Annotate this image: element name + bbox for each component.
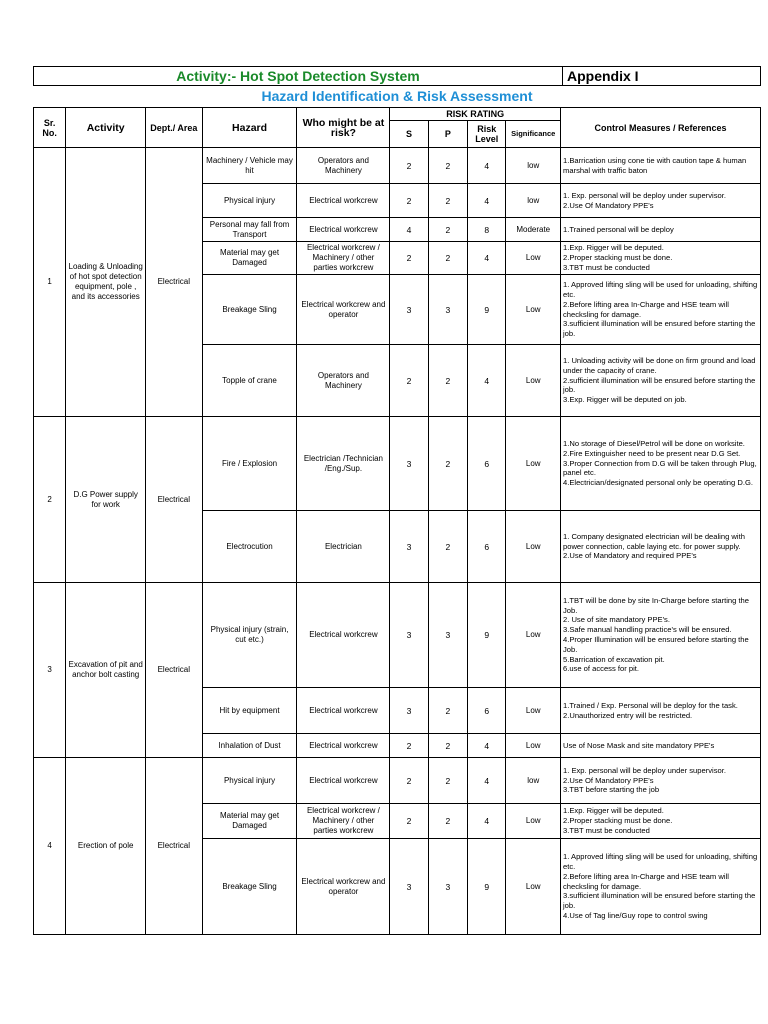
who-at-risk-cell: Electrical workcrew [297,184,390,218]
control-measures-cell [561,417,761,511]
col-hazard: Hazard [202,108,297,148]
risk-level-cell: 4 [468,242,506,275]
severity-cell: 2 [390,758,428,804]
risk-level-cell: 4 [468,184,506,218]
hazard-cell: Breakage Sling [202,275,297,345]
who-at-risk-cell: Electrical workcrew [297,218,390,242]
control-measure-line: 2.Use Of Mandatory PPE's [563,775,654,785]
control-measure-line: 3.TBT must be conducted [563,825,650,835]
risk-level-cell: 4 [468,345,506,417]
hazard-cell: Fire / Explosion [202,417,297,511]
hazard-cell: Breakage Sling [202,839,297,935]
activity-cell: Erection of pole [66,758,146,935]
activity-title: Activity:- Hot Spot Detection System [34,67,563,85]
control-measure-line: 2.Before lifting area In-Charge and HSE team will checksling for damage. [563,871,729,891]
risk-level-cell: 6 [468,417,506,511]
hazard-cell: Hit by equipment [202,688,297,734]
probability-cell: 2 [428,758,467,804]
probability-cell: 2 [428,804,467,839]
severity-cell: 2 [390,242,428,275]
probability-cell: 2 [428,218,467,242]
probability-cell: 3 [428,839,467,935]
col-activity: Activity [66,108,146,148]
who-at-risk-cell: Electrical workcrew / Machinery / other parties workcrew [297,242,390,275]
who-at-risk-cell: Electrical workcrew [297,734,390,758]
col-risk-level: Risk Level [468,121,506,148]
table-header [34,108,761,148]
hazard-cell: Physical injury [202,758,297,804]
risk-level-cell: 6 [468,511,506,583]
dept-cell: Electrical [146,417,203,583]
control-measure-line: 2.Fire Extinguisher need to be present near D.G Set. [563,448,741,458]
control-measure-line: 3.sufficient illumination will be ensured before starting the job. [563,891,756,911]
control-measure-line: 3.TBT before starting the job [563,785,660,795]
control-measures-cell [561,148,761,184]
dept-cell: Electrical [146,583,203,758]
risk-level-cell: 4 [468,758,506,804]
dept-cell: Electrical [146,758,203,935]
control-measure-line: 1.Exp. Rigger will be deputed. [563,806,664,816]
severity-cell: 3 [390,417,428,511]
control-measures-cell [561,583,761,688]
col-sr-no: Sr. No. [34,108,66,148]
hazard-cell: Machinery / Vehicle may hit [202,148,297,184]
probability-cell: 3 [428,583,467,688]
who-at-risk-cell: Electrical workcrew / Machinery / other parties workcrew [297,804,390,839]
control-measure-line: 3.sufficient illumination will be ensured before starting the job. [563,319,756,339]
severity-cell: 3 [390,839,428,935]
control-measures-cell [561,839,761,935]
probability-cell: 2 [428,511,467,583]
significance-cell: Low [506,275,561,345]
control-measure-line: 3.Exp. Rigger will be deputed on job. [563,395,687,405]
dept-cell: Electrical [146,148,203,417]
control-measures-cell [561,758,761,804]
sr-no-cell: 1 [34,148,66,417]
control-measures-cell [561,345,761,417]
control-measure-line: 2. Use of site mandatory PPE's. [563,615,670,625]
hazard-cell: Material may get Damaged [202,804,297,839]
table-body [34,148,761,935]
significance-cell: low [506,148,561,184]
table-row [34,148,761,184]
who-at-risk-cell: Electrical workcrew [297,688,390,734]
who-at-risk-cell: Operators and Machinery [297,148,390,184]
who-at-risk-cell: Operators and Machinery [297,345,390,417]
control-measures-cell [561,688,761,734]
control-measure-line: 4.Use of Tag line/Guy rope to control swing [563,910,708,920]
who-at-risk-cell: Electrician /Technician /Eng./Sup. [297,417,390,511]
control-measures-cell [561,275,761,345]
control-measure-line: 1.Exp. Rigger will be deputed. [563,243,664,253]
table-row [34,583,761,688]
probability-cell: 2 [428,345,467,417]
col-s: S [390,121,428,148]
probability-cell: 2 [428,417,467,511]
control-measure-line: 6.use of access for pit. [563,664,639,674]
significance-cell: Moderate [506,218,561,242]
risk-level-cell: 4 [468,804,506,839]
col-risk-rating: RISK RATING [390,108,561,121]
who-at-risk-cell: Electrical workcrew and operator [297,839,390,935]
sr-no-cell: 3 [34,583,66,758]
risk-level-cell: 6 [468,688,506,734]
hazard-cell: Topple of crane [202,345,297,417]
risk-level-cell: 9 [468,583,506,688]
control-measures-cell [561,242,761,275]
hazard-cell: Physical injury (strain, cut etc.) [202,583,297,688]
control-measures-cell [561,184,761,218]
risk-level-cell: 4 [468,734,506,758]
severity-cell: 2 [390,184,428,218]
control-measure-line: 2.Proper stacking must be done. [563,253,673,263]
control-measure-line: 1. Exp. personal will be deploy under supervisor. [563,765,726,775]
control-measures-cell [561,804,761,839]
severity-cell: 4 [390,218,428,242]
severity-cell: 2 [390,804,428,839]
hazard-cell: Personal may fall from Transport [202,218,297,242]
control-measure-line: 2.sufficient illumination will be ensured before starting the job. [563,375,756,395]
table-row [34,758,761,804]
severity-cell: 3 [390,511,428,583]
control-measure-line: 3.TBT must be conducted [563,262,650,272]
control-measure-line: 1. Exp. personal will be deploy under supervisor. [563,190,726,200]
significance-cell: Low [506,242,561,275]
significance-cell: Low [506,688,561,734]
control-measure-line: Use of Nose Mask and site mandatory PPE's [563,740,715,750]
sr-no-cell: 4 [34,758,66,935]
control-measure-line: 1.Barrication using cone tie with caution tape & human marshal with traffic baton [563,155,747,175]
significance-cell: low [506,184,561,218]
significance-cell: Low [506,583,561,688]
probability-cell: 2 [428,688,467,734]
title-bar [33,66,761,86]
control-measure-line: 1.TBT will be done by site In-Charge before starting the Job. [563,595,750,615]
control-measure-line: 1.Trained personal will be deploy [563,224,674,234]
significance-cell: Low [506,417,561,511]
document-subtitle: Hazard Identification & Risk Assessment [261,88,533,104]
control-measure-line: 3.Safe manual handling practice's will be ensured. [563,625,732,635]
probability-cell: 2 [428,734,467,758]
risk-level-cell: 4 [468,148,506,184]
who-at-risk-cell: Electrical workcrew [297,758,390,804]
severity-cell: 2 [390,345,428,417]
control-measure-line: 1.Trained / Exp. Personal will be deploy for the task. [563,700,738,710]
hazard-table [33,107,761,935]
col-significance: Significance [506,121,561,148]
severity-cell: 2 [390,148,428,184]
risk-level-cell: 9 [468,839,506,935]
activity-cell: Loading & Unloading of hot spot detection equipment, pole , and its accessories [66,148,146,417]
hazard-cell: Electrocution [202,511,297,583]
col-control: Control Measures / References [561,108,761,148]
probability-cell: 3 [428,275,467,345]
sr-no-cell: 2 [34,417,66,583]
severity-cell: 3 [390,688,428,734]
activity-cell: Excavation of pit and anchor bolt casting [66,583,146,758]
significance-cell: Low [506,511,561,583]
who-at-risk-cell: Electrical workcrew [297,583,390,688]
control-measure-line: 2.Use of Mandatory and required PPE's [563,551,697,561]
significance-cell: Low [506,345,561,417]
significance-cell: low [506,758,561,804]
control-measure-line: 1. Company designated electrician will be dealing with power connection, cable laying etc. for power supply. [563,531,745,551]
col-dept: Dept./ Area [146,108,203,148]
activity-cell: D.G Power supply for work [66,417,146,583]
control-measure-line: 1. Approved lifting sling will be used for unloading, shifting etc. [563,280,758,299]
control-measure-line: 5.Barrication of excavation pit. [563,654,665,664]
significance-cell: Low [506,839,561,935]
control-measures-cell [561,511,761,583]
control-measure-line: 4.Proper Illumination will be ensured before starting the Job. [563,635,749,654]
hazard-cell: Material may get Damaged [202,242,297,275]
severity-cell: 3 [390,275,428,345]
hira-sheet [33,66,761,935]
probability-cell: 2 [428,148,467,184]
control-measure-line: 1.No storage of Diesel/Petrol will be done on worksite. [563,439,745,448]
control-measures-cell [561,218,761,242]
significance-cell: Low [506,804,561,839]
probability-cell: 2 [428,242,467,275]
probability-cell: 2 [428,184,467,218]
control-measures-cell [561,734,761,758]
hazard-cell: Physical injury [202,184,297,218]
col-p: P [428,121,467,148]
who-at-risk-cell: Electrician [297,511,390,583]
risk-level-cell: 8 [468,218,506,242]
risk-level-cell: 9 [468,275,506,345]
severity-cell: 2 [390,734,428,758]
severity-cell: 3 [390,583,428,688]
significance-cell: Low [506,734,561,758]
who-at-risk-cell: Electrical workcrew and operator [297,275,390,345]
control-measure-line: 2.Proper stacking must be done. [563,816,673,826]
appendix-label: Appendix I [567,68,639,84]
control-measure-line: 2.Before lifting area In-Charge and HSE team will checksling for damage. [563,299,729,319]
hazard-cell: Inhalation of Dust [202,734,297,758]
control-measure-line: 2.Use Of Mandatory PPE's [563,200,654,210]
table-row [34,417,761,511]
control-measure-line: 1. Approved lifting sling will be used for unloading, shifting etc. [563,852,758,871]
control-measure-line: 1. Unloading activity will be done on firm ground and load under the capacity of crane. [563,356,756,375]
col-who: Who might be at risk? [297,108,390,148]
control-measure-line: 3.Proper Connection from D.G will be taken through Plug, panel etc. [563,458,757,478]
control-measure-line: 2.Unauthorized entry will be restricted. [563,710,693,720]
control-measure-line: 4.Electrician/designated personal only be operating D.G. [563,478,753,488]
